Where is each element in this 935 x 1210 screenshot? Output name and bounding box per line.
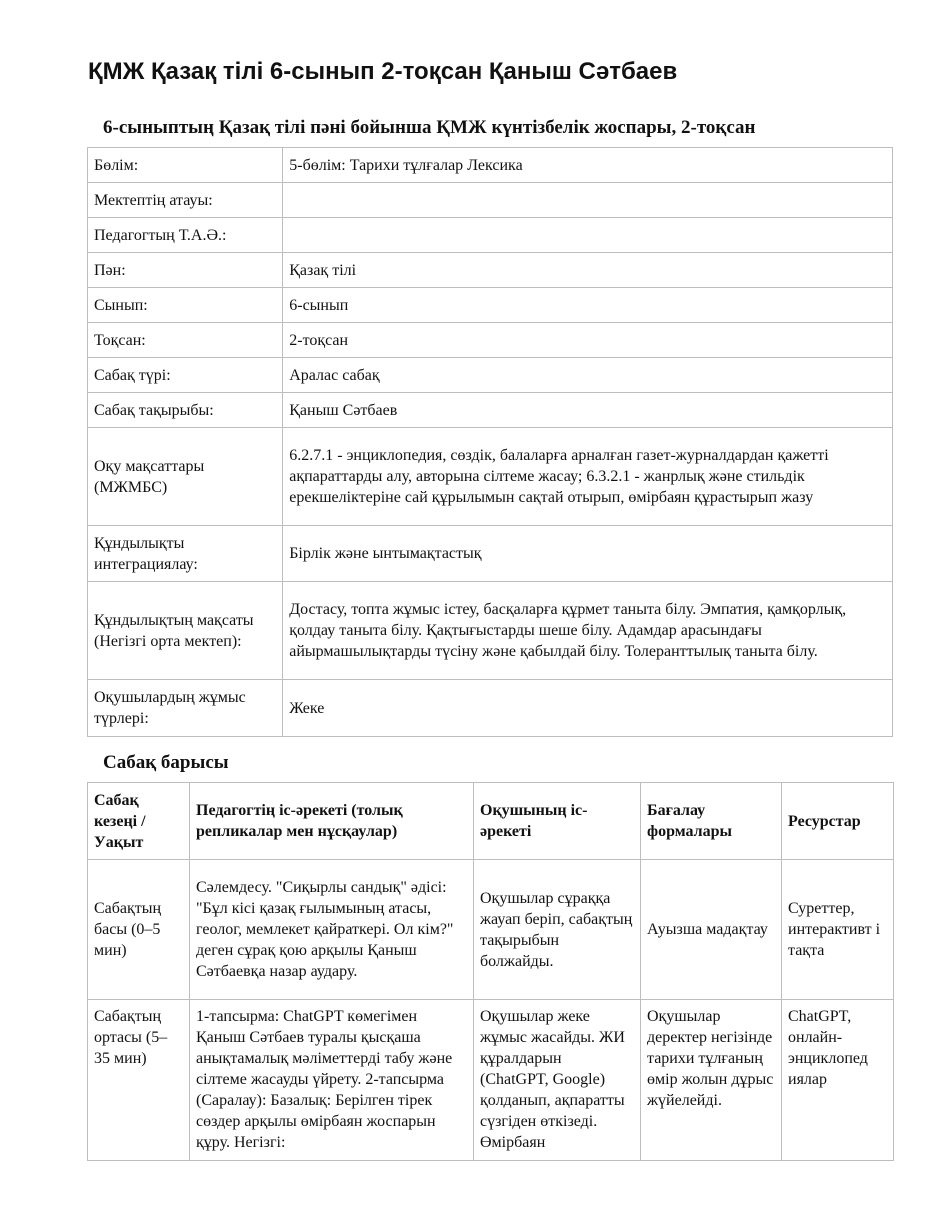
lesson-student-activity: Оқушылар жеке жұмыс жасайды. ЖИ құралдарын (ChatGPT, Google) қолданып, ақпаратты сүзгіден өткізеді. Өмірбаян — [474, 1000, 641, 1161]
info-value: Аралас сабақ — [283, 358, 893, 393]
info-row-value-goal — [88, 582, 893, 680]
info-row-lesson-topic — [88, 393, 893, 428]
lesson-process-table — [87, 782, 894, 1161]
lesson-resources: ChatGPT, онлайн-энциклопед иялар — [782, 1000, 894, 1161]
plan-info-table — [87, 147, 893, 737]
info-value: Бірлік және ынтымақтастық — [283, 526, 893, 582]
lesson-heading: Сабақ барысы — [103, 752, 229, 773]
info-label: Оқу мақсаттары (МЖМБС) — [88, 428, 283, 526]
info-label: Сабақ түрі: — [88, 358, 283, 393]
lesson-assessment: Ауызша мадақтау — [641, 860, 782, 1000]
info-row-grade — [88, 288, 893, 323]
info-row-quarter — [88, 323, 893, 358]
info-label: Сынып: — [88, 288, 283, 323]
info-row-section — [88, 148, 893, 183]
page-title: ҚМЖ Қазақ тілі 6-сынып 2-тоқсан Қаныш Сәтбаев — [88, 58, 678, 85]
info-label: Пән: — [88, 253, 283, 288]
column-header-resources: Ресурстар — [782, 783, 894, 860]
info-value: 2-тоқсан — [283, 323, 893, 358]
lesson-teacher-activity: Сәлемдесу. "Сиқырлы сандық" әдісі: "Бұл кісі қазақ ғылымының атасы, геолог, мемлекет қайраткері. Ол кім?" деген сұрақ қою арқылы Қаныш Сәтбаевқа назар аудару. — [190, 860, 474, 1000]
lesson-stage: Сабақтың басы (0–5 мин) — [88, 860, 190, 1000]
column-header-teacher: Педагогтің іс-әрекеті (толық репликалар мен нұсқаулар) — [190, 783, 474, 860]
info-value: Қаныш Сәтбаев — [283, 393, 893, 428]
info-row-objectives — [88, 428, 893, 526]
info-row-work-forms — [88, 680, 893, 737]
column-header-assessment: Бағалау формалары — [641, 783, 782, 860]
info-label: Педагогтың Т.А.Ә.: — [88, 218, 283, 253]
lesson-assessment: Оқушылар деректер негізінде тарихи тұлғаның өмір жолын дұрыс жүйелейді. — [641, 1000, 782, 1161]
info-label: Құндылықтың мақсаты (Негізгі орта мектеп): — [88, 582, 283, 680]
info-value: 5-бөлім: Тарихи тұлғалар Лексика — [283, 148, 893, 183]
info-label: Бөлім: — [88, 148, 283, 183]
info-value: Қазақ тілі — [283, 253, 893, 288]
info-label: Құндылықты интеграциялау: — [88, 526, 283, 582]
lesson-teacher-activity: 1-тапсырма: ChatGPT көмегімен Қаныш Сәтбаев туралы қысқаша анықтамалық мәліметтерді табу және сілтеме жасауды үйрету. 2-тапсырма (Саралау): Базалық: Берілген тірек сөздер арқылы өмірбаян жоспарын құру. Негізгі: — [190, 1000, 474, 1161]
info-row-subject — [88, 253, 893, 288]
info-row-school — [88, 183, 893, 218]
info-row-teacher — [88, 218, 893, 253]
lesson-header-row — [88, 783, 894, 860]
info-label: Мектептің атауы: — [88, 183, 283, 218]
lesson-student-activity: Оқушылар сұраққа жауап беріп, сабақтың тақырыбын болжайды. — [474, 860, 641, 1000]
column-header-stage: Сабақ кезеңі / Уақыт — [88, 783, 190, 860]
plan-heading: 6-сыныптың Қазақ тілі пәні бойынша ҚМЖ күнтізбелік жоспары, 2-тоқсан — [103, 117, 756, 138]
info-value — [283, 183, 893, 218]
lesson-resources: Суреттер, интерактивт і тақта — [782, 860, 894, 1000]
info-label: Тоқсан: — [88, 323, 283, 358]
lesson-row-start — [88, 860, 894, 1000]
column-header-student: Оқушының іс-әрекеті — [474, 783, 641, 860]
info-row-value-integration — [88, 526, 893, 582]
info-value — [283, 218, 893, 253]
lesson-row-middle — [88, 1000, 894, 1161]
info-label: Сабақ тақырыбы: — [88, 393, 283, 428]
info-value: Достасу, топта жұмыс істеу, басқаларға құрмет таныта білу. Эмпатия, қамқорлық, қолдау таныта білу. Қақтығыстарды шеше білу. Адамдар арасындағы айырмашылықтарды түсіну және қабылдай білу. Толеранттылық таныта білу. — [283, 582, 893, 680]
info-value: 6-сынып — [283, 288, 893, 323]
info-row-lesson-type — [88, 358, 893, 393]
info-value: Жеке — [283, 680, 893, 737]
info-value: 6.2.7.1 - энциклопедия, сөздік, балаларға арналған газет-журналдардан қажетті ақпараттарды алу, авторына сілтеме жасау; 6.3.2.1 - жанрлық және стильдік ерекшеліктеріне сай құрылымын сақтай отырып, өмірбаян құрастырып жазу — [283, 428, 893, 526]
lesson-stage: Сабақтың ортасы (5–35 мин) — [88, 1000, 190, 1161]
info-label: Оқушылардың жұмыс түрлері: — [88, 680, 283, 737]
